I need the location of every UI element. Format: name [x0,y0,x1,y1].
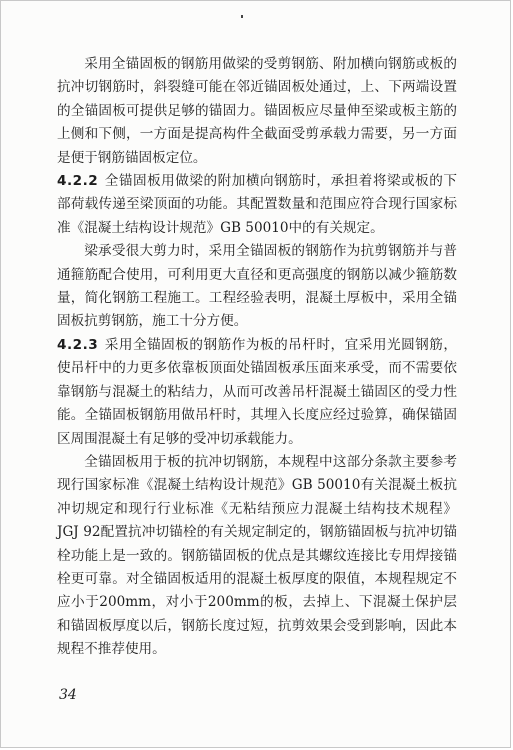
paragraph-4 [57,334,457,451]
paragraph-1 [57,53,457,170]
paragraph-3 [57,240,457,334]
paragraph-5-text: 全锚固板用于板的抗冲切钢筋，本规程中这部分条款主要参考现行国家标准《混凝土结构设计规范》GB 50010有关混凝土板抗冲切规定和现行行业标准《无粘结预应力混凝土结构技术规程》JGJ 92配置抗冲切锚栓的有关规定制定的，钢筋锚固板与抗冲切锚栓功能上是一致的。钢筋锚固板的优点是其螺纹连接比专用焊接锚栓更可靠。对全锚固板适用的混凝土板厚度的限值，本规程规定不应小于200mm，对小于200mm的板，去掉上、下混凝土保护层和锚固板厚度以后，钢筋长度过短，抗剪效果会受到影响，因此本规程不推荐使用。 [57,453,457,658]
paragraph-4-text: 采用全锚固板的钢筋作为板的吊杆时，宜采用光圆钢筋，使吊杆中的力更多依靠板顶面处锚固板承压面来承受，而不需要依靠钢筋与混凝土的粘结力，从而可改善吊杆混凝土锚固区的受力性能。全锚固板钢筋用做吊杆时，其埋入长度应经过验算，确保锚固区周围混凝土有足够的受冲切承载能力。 [57,336,457,447]
clause-number-4-2-3: 4.2.3 [57,336,99,353]
paragraph-2-text: 全锚固板用做梁的附加横向钢筋时，承担着将梁或板的下部荷载传递至梁顶面的功能。其配置数量和范围应符合现行国家标准《混凝土结构设计规范》GB 50010中的有关规定。 [57,173,457,236]
paragraph-2 [57,170,457,240]
body-text [57,53,457,662]
page-number: 34 [59,687,77,703]
paragraph-3-text: 梁承受很大剪力时，采用全锚固板的钢筋作为抗剪钢筋并与普通箍筋配合使用，可利用更大直径和更高强度的钢筋以减少箍筋数量，简化钢筋工程施工。工程经验表明，混凝土厚板中，采用全锚固板抗剪钢筋，施工十分方便。 [57,243,457,330]
scan-mark [241,15,243,18]
clause-number-4-2-2: 4.2.2 [57,173,99,190]
paragraph-5 [57,451,457,662]
paragraph-1-text: 采用全锚固板的钢筋用做梁的受剪钢筋、附加横向钢筋或板的抗冲切钢筋时，斜裂缝可能在邻近锚固板处通过，上、下两端设置的全锚固板可提供足够的锚固力。锚固板应尽量伸至梁或板主筋的上侧和下侧，一方面是提高构件全截面受剪承载力需要，另一方面是便于钢筋锚固板定位。 [57,56,457,166]
